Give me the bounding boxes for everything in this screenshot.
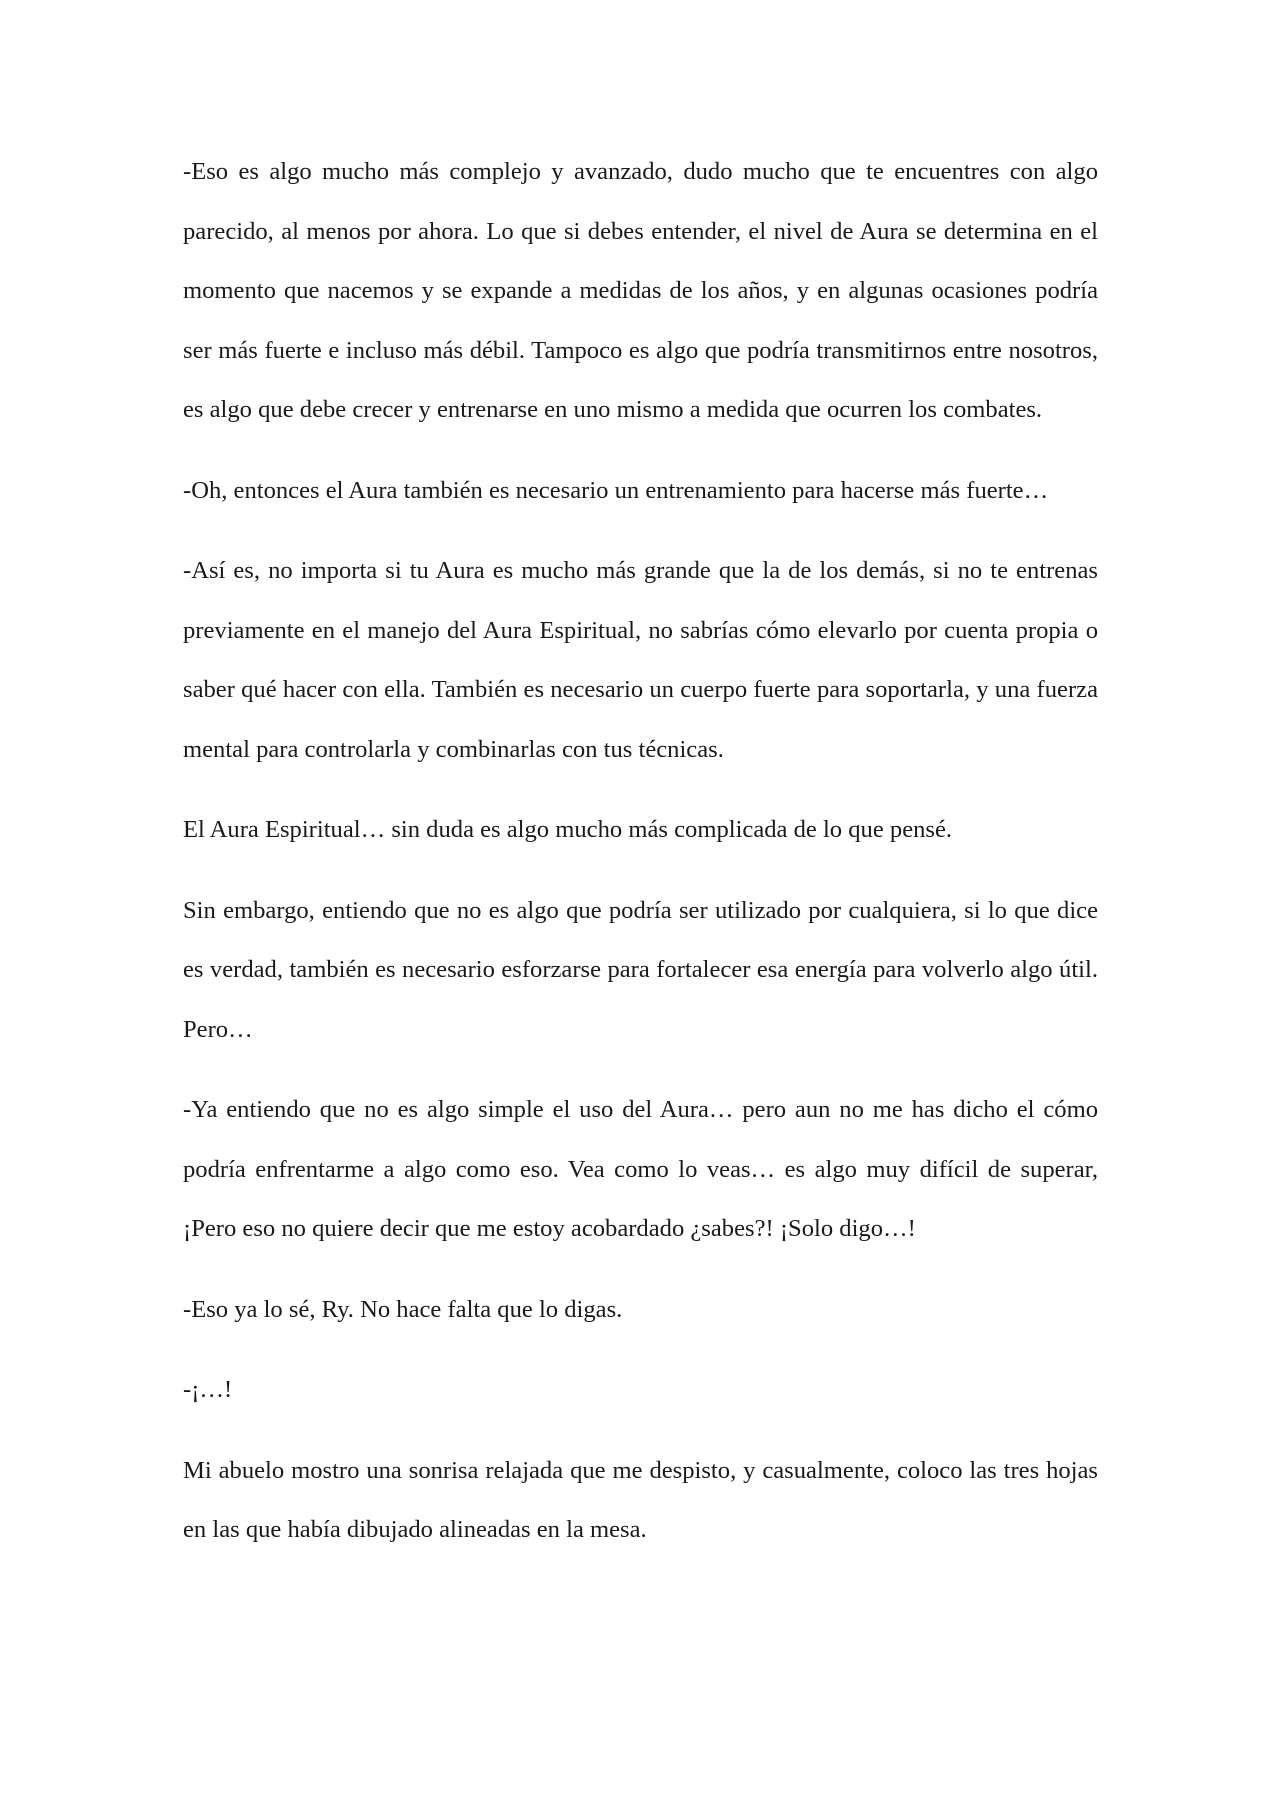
- paragraph-4: El Aura Espiritual… sin duda es algo mucho más complicada de lo que pensé.: [183, 816, 953, 843]
- text-body: [183, 142, 1098, 1581]
- paragraph-7: -Eso ya lo sé, Ry. No hace falta que lo digas.: [183, 1295, 623, 1323]
- paragraph-3: -Así es, no importa si tu Aura es mucho más grande que la de los demás, si no te entrenas previamente en el manejo del Aura Espiritual, no sabrías cómo elevarlo por cuenta propia o saber qué hacer con ella. También es necesario un cuerpo fuerte para soportarla, y una fuerza mental para controlarla y combinarlas con tus técnicas.: [183, 557, 1098, 763]
- paragraph-6: -Ya entiendo que no es algo simple el uso del Aura… pero aun no me has dicho el cómo podría enfrentarme a algo como eso. Vea como lo veas… es algo muy difícil de superar, ¡Pero eso no quiere decir que me estoy acobardado ¿sabes?! ¡Solo digo…!: [183, 1096, 1098, 1242]
- paragraph-9: Mi abuelo mostro una sonrisa relajada que me despisto, y casualmente, coloco las tres hojas en las que había dibujado alineadas en la mesa.: [183, 1456, 1098, 1543]
- paragraph-5: Sin embargo, entiendo que no es algo que podría ser utilizado por cualquiera, si lo que dice es verdad, también es necesario esforzarse para fortalecer esa energía para volverlo algo útil. Pero…: [183, 896, 1098, 1043]
- paragraph-2: -Oh, entonces el Aura también es necesario un entrenamiento para hacerse más fuerte…: [183, 476, 1049, 504]
- paragraph-8: -¡…!: [183, 1376, 233, 1403]
- paragraph-1: -Eso es algo mucho más complejo y avanzado, dudo mucho que te encuentres con algo parecido, al menos por ahora. Lo que si debes entender, el nivel de Aura se determina en el momento que nacemos y se expande a medidas de los años, y en algunas ocasiones podría ser más fuerte e incluso más débil. Tampoco es algo que podría transmitirnos entre nosotros, es algo que debe crecer y entrenarse en uno mismo a medida que ocurren los combates.: [183, 158, 1098, 423]
